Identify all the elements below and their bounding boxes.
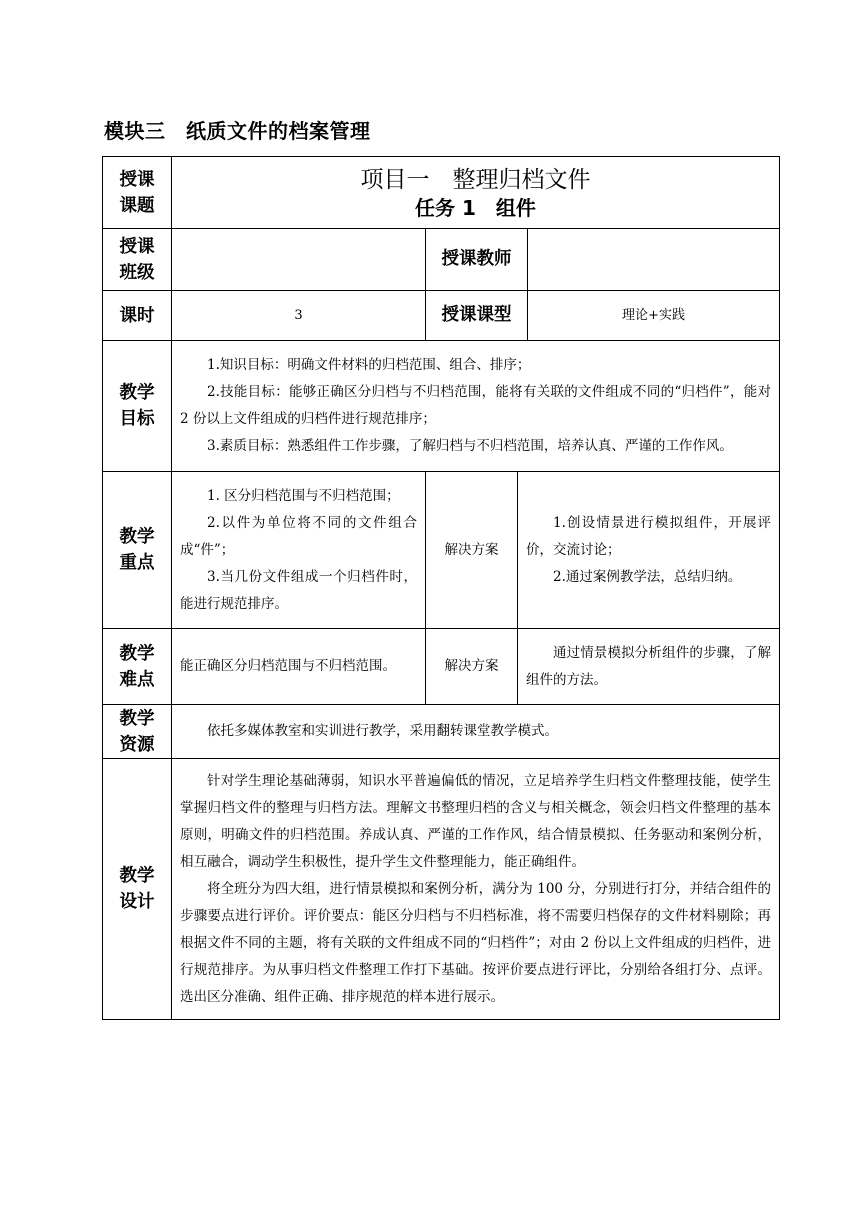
design-label: 教学 设计 bbox=[103, 759, 172, 1020]
hours-label: 课时 bbox=[103, 291, 172, 341]
lesson-type-value: 理论+实践 bbox=[528, 291, 780, 341]
objective-item: 2.技能目标：能够正确区分归档与不归档范围，能将有关联的文件组成不同的“归档件”，能对 2 份以上文件组成的归档件进行规范排序； bbox=[180, 384, 771, 427]
difficulties-solution-cell bbox=[518, 629, 780, 705]
difficulty-solution-text: 通过情景模拟分析组件的步骤，了解组件的方法。 bbox=[526, 644, 771, 688]
topic-label: 授课 课题 bbox=[103, 157, 172, 229]
key-point-item: 2.以件为单位将不同的文件组合成“件”； bbox=[180, 514, 417, 558]
objective-item: 3.素质目标：熟悉组件工作步骤，了解归档与不归档范围，培养认真、严谨的工作作风。 bbox=[207, 438, 733, 454]
task-title: 任务 1 组件 bbox=[415, 195, 536, 220]
row-hours bbox=[103, 291, 780, 341]
objectives-cell bbox=[172, 341, 780, 472]
key-point-item: 3.当几份文件组成一个归档件时，能进行规范排序。 bbox=[180, 568, 417, 612]
row-design bbox=[103, 759, 780, 1020]
hours-value: 3 bbox=[172, 291, 426, 341]
key-points-label: 教学 重点 bbox=[103, 472, 172, 629]
resources-cell bbox=[172, 705, 780, 759]
teacher-value bbox=[528, 229, 780, 291]
objective-item: 1.知识目标：明确文件材料的归档范围、组合、排序； bbox=[207, 357, 531, 373]
solution-item: 2.通过案例教学法，总结归纳。 bbox=[553, 568, 742, 585]
row-difficulties bbox=[103, 629, 780, 705]
difficulty-text: 能正确区分归档范围与不归档范围。 bbox=[180, 658, 396, 674]
row-class bbox=[103, 229, 780, 291]
project-title: 项目一 整理归档文件 bbox=[360, 166, 591, 193]
row-objectives bbox=[103, 341, 780, 472]
key-point-item: 1. 区分归档范围与不归档范围； bbox=[207, 487, 400, 504]
teacher-label: 授课教师 bbox=[426, 229, 528, 291]
lesson-plan-table bbox=[102, 156, 780, 1020]
row-key-points bbox=[103, 472, 780, 629]
difficulties-label: 教学 难点 bbox=[103, 629, 172, 705]
design-paragraph: 针对学生理论基础薄弱，知识水平普遍偏低的情况，立足培养学生归档文件整理技能，使学生掌握归档文件的整理与归档方法。理解文书整理归档的含义与相关概念，领会归档文件整理的基本原则，明确文件的归档范围。养成认真、严谨的工作作风，结合情景模拟、任务驱动和案例分析，相互融合，调动学生积极性，提升学生文件整理能力，能正确组件。 bbox=[180, 772, 771, 870]
lesson-type-label: 授课课型 bbox=[426, 291, 528, 341]
difficulties-solution-label: 解决方案 bbox=[426, 629, 518, 705]
class-label: 授课 班级 bbox=[103, 229, 172, 291]
topic-cell bbox=[172, 157, 780, 229]
key-points-cell bbox=[172, 472, 426, 629]
class-value bbox=[172, 229, 426, 291]
row-resources bbox=[103, 705, 780, 759]
solution-item: 1.创设情景进行模拟组件，开展评价，交流讨论； bbox=[526, 514, 771, 558]
objectives-label: 教学 目标 bbox=[103, 341, 172, 472]
module-title: 模块三 纸质文件的档案管理 bbox=[104, 119, 371, 143]
key-points-solution-cell bbox=[518, 472, 780, 629]
row-topic bbox=[103, 157, 780, 229]
design-paragraph: 将全班分为四大组，进行情景模拟和案例分析，满分为 100 分，分别进行打分，并结合组件的步骤要点进行评价。评价要点：能区分归档与不归档标准，将不需要归档保存的文件材料剔除；再根据文件不同的主题，将有关联的文件组成不同的“归档件”；对由 2 份以上文件组成的归档件，进行规范排序。为从事归档文件整理工作打下基础。按评价要点进行评比，分别给各组打分、点评。选出区分准确、组件正确、排序规范的样本进行展示。 bbox=[180, 880, 771, 1005]
key-points-solution-label: 解决方案 bbox=[426, 472, 518, 629]
resources-text: 依托多媒体教室和实训进行教学，采用翻转课堂教学模式。 bbox=[207, 723, 558, 739]
difficulties-cell bbox=[172, 629, 426, 705]
design-cell bbox=[172, 759, 780, 1020]
resources-label: 教学 资源 bbox=[103, 705, 172, 759]
